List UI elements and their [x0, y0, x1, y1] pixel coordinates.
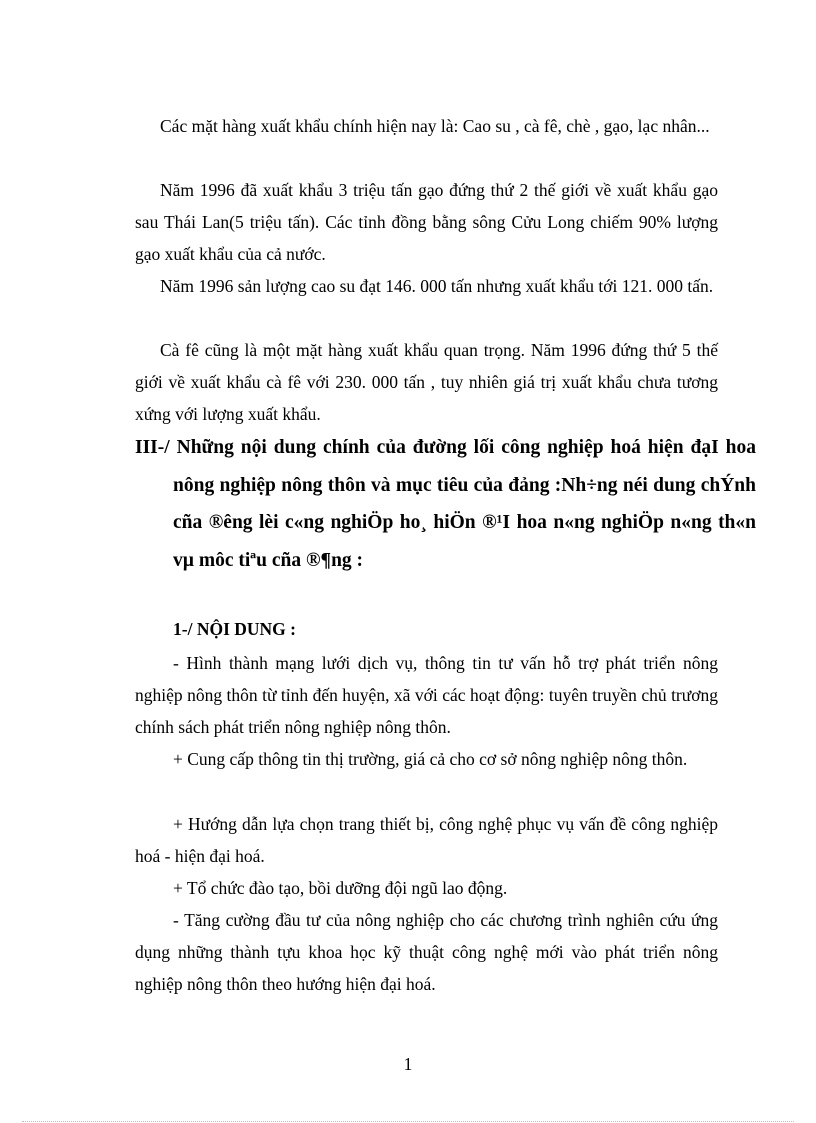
- paragraph-market-info: + Cung cấp thông tin thị trường, giá cả cho cơ sở nông nghiệp nông thôn.: [173, 749, 688, 769]
- paragraph-training: + Tổ chức đào tạo, bồi dưỡng đội ngũ lao động.: [173, 878, 508, 898]
- paragraph-export-products: Các mặt hàng xuất khẩu chính hiện nay là: Cao su , cà fê, chè , gạo, lạc nhân...: [160, 116, 710, 136]
- paragraph-service-network: - Hình thành mạng lưới dịch vụ, thông tin tư vấn hỗ trợ phát triển nông nghiệp nông thôn từ tỉnh đến huyện, xã với các hoạt động: tuyên truyền chủ trương chính sách phát triển nông nghiệp nông thôn.: [135, 653, 718, 738]
- paragraph-rubber-output: Năm 1996 sản lượng cao su đạt 146. 000 tấn nhưng xuất khẩu tới 121. 000 tấn.: [160, 276, 714, 296]
- section-heading: III-/ Những nội dung chính của đường lối công nghiệp hoá hiện đạI hoa nông nghiệp nông thôn và mục tiêu của đảng :Nh÷ng néi dung chÝnh cña ®êng lèi c«ng nghiÖp ho¸ hiÖn ®¹I hoa n«ng nghiÖp n«ng th«n vµ môc tiªu cña ®¶ng :: [135, 437, 756, 571]
- paragraph-rice-export: Năm 1996 đã xuất khẩu 3 triệu tấn gạo đứng thứ 2 thế giới về xuất khẩu gạo sau Thái Lan(5 triệu tấn). Các tỉnh đồng bằng sông Cửu Long chiếm 90% lượng gạo xuất khẩu của cả nước.: [135, 180, 718, 265]
- page-bottom-divider: [22, 1121, 794, 1122]
- paragraph-coffee-export: Cà fê cũng là một mặt hàng xuất khẩu quan trọng. Năm 1996 đứng thứ 5 thế giới về xuất khẩu cà fê với 230. 000 tấn , tuy nhiên giá trị xuất khẩu chưa tương xứng với lượng xuất khẩu.: [135, 340, 718, 425]
- subheading-content: 1-/ NỘI DUNG :: [173, 619, 296, 639]
- paragraph-investment: - Tăng cường đầu tư của nông nghiệp cho các chương trình nghiên cứu ứng dụng những thành tựu khoa học kỹ thuật công nghệ mới vào phát triển nông nghiệp nông thôn theo hướng hiện đại hoá.: [135, 910, 718, 995]
- paragraph-equipment-guidance: + Hướng dẫn lựa chọn trang thiết bị, công nghệ phục vụ vấn đề công nghiệp hoá - hiện đại hoá.: [135, 814, 718, 867]
- page-number: 1: [403, 1054, 413, 1074]
